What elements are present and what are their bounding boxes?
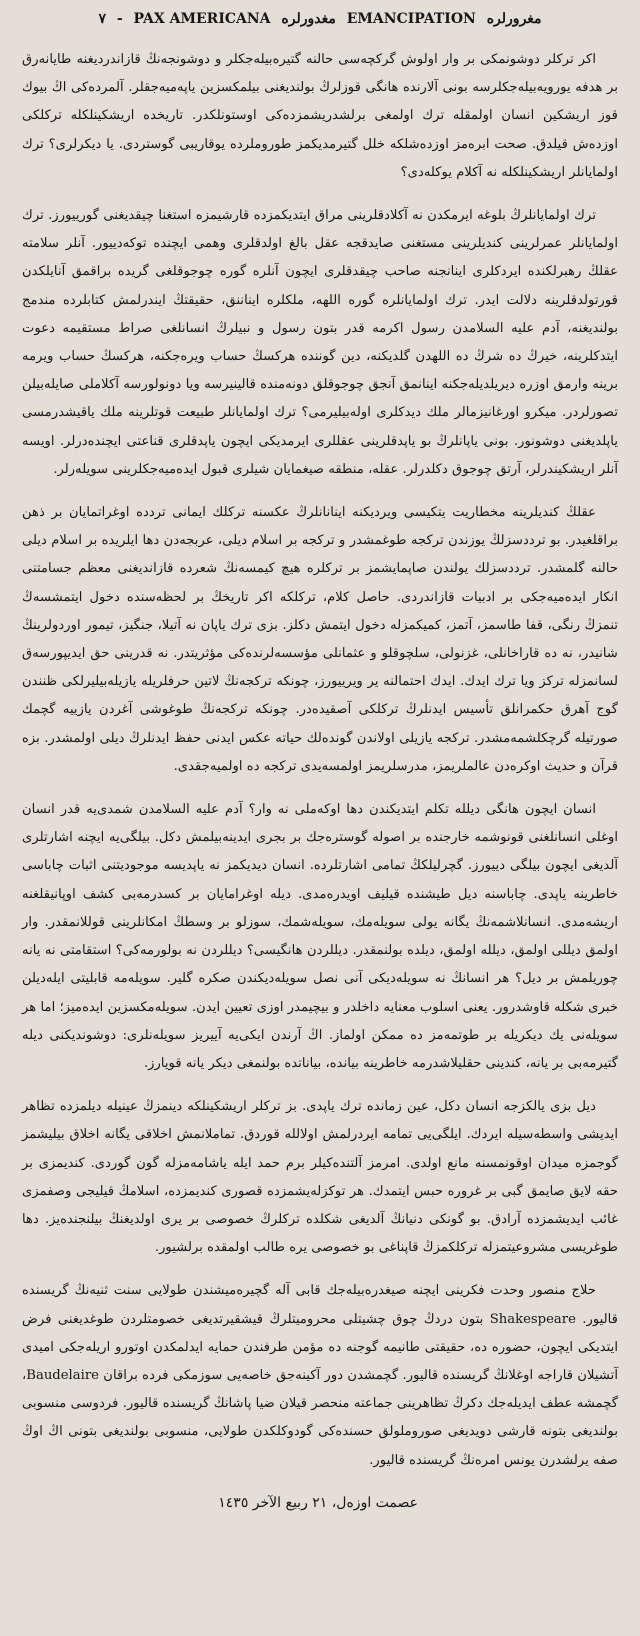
header-latin-term: EMANCIPATION [346,11,476,27]
header-dash: - [116,11,123,27]
article-body [22,46,618,1475]
paragraph-3: عقلڭ کندیلرینه مخطاریت یتکیسی ویردیکنه اینانانلرڭ عکسنه ترکلك ایمانی تردده اوغراتمایان بر ذهن براقلغیدر. بو ترددسزلڭ یوزندن ترکجه طوغمشدر و ترکجه بر اسلام دیلی، عربجەدن دها ایلریده بر اسلام دیلی حالنه گلمشدر. ترددسزلك یولندن صاپمایشمز بر ترکلره هیچ کیمسەنڭ شعرده قازاندیغنی معظم جسامتنی انکار ایدەمیەجکی بر ادبیات قازاندردی. حاصل کلام، ترکلکه اکر تاریخڭ بر لحظەسنده دخول ایتمشسەڭ تنمزڭ رنگی، قفا طاسمز، آتمز، کمیکمزله دخول ایتمش دکلز. بزی ترك یاپان نه آتیلا، جنگیز، تیمور اوردولرینڭ شانیدر، نه ده قاراخانلی، غزنولی، سلچوقلو و عثمانلی مؤسسەلرندەکی مؤثریتدر. نه قدرینی حق ایدیپورسەق لسانمزله ترکز ویا ترك ایدك. ایدك احتمالنه یر ویریيورز، چونکه ترکجەنڭ لاتین حرفلریله یازیلەبیلیرلکی ظنندن گوج آهرق حکمرانلق تأسیس ایدنلرڭ ترکلکی آصقیدەدر. چونکه ترکجەنڭ طوغوشی آغردن یازییه گچمك صورتیله گرچکلشمەمشدر. ترکجه یازیلی اولاندن گوندەلك حیاته عکس ایدنی حفظ ایدنلرڭ دیلی اولمشدر. بزه قرآن و حدیث اوکرەدن عالملریمز، مدرسلریمز اولمسەیدی ترکجه ده اولمیەجقدی. [22,505,618,774]
paragraph-4: انسان ایچون هانگی دیلله تکلم ایتدیکندن دها اوکەملی نه وار؟ آدم علیه السلامدن شمدی‌یه قدر انسان اوغلی انسانلغنی قونوشمه خارجنده بر اصوله گوسترەجك بر بجری ایدینەبیلمش دکل. بیلگی‌یه ایچنه اشارتلری آلدیغی ایچون بیلگی دیيورز. گچرلیلکڭ تمامی اشارتلرده. انسان دیدیکمز نه یاپدیسه موجودیتنی اثبات چاباسی خاطرینه یاپدی. چاباسنه دیل طیشنده قیلیف اویدرەمدی. دیله اوغرامایان بر کسدرمەبی کشف اوپانیقلغنه اریشەمدی. انسانلاشمەنڭ یگانه یولی سویلەمك، سویلەشمك، سوزلو بر وسطڭ امکانلرینی قوللانمقدر. وار اولمق دیللی اولمق، دیلله اولمق، دیلده بولنمقدر. دیللردن هانگیسی؟ دیللردن نه بولورمەکی؟ استقامتی نه یانه چوریلمش بر دیل؟ هر انسانڭ نه سویلەدیکی آنی نصل سویلەدیکندن صکره گلیر. سویلەمه قابلیتی ایلەدیلن خبری شکله قاوشدرور. یعنی اسلوب معنایه داخلدر و بیچیمدر اوزی تعیین ایدن. سویلەمکسزین ایدەمیز؛ اما هر سویلەنی یك دیکریله بر طوتمەمز ده ممکن اولماز. اڭ آرندن ایکی‌یه آییریز سویلەنلری: دوشوندیکنی دیله گتیرمەبی بر یانه، کندینی حقلیلاشدرمه خاطرینه بیانده، بیاناتده بولنمغی دیکر یانه قویارز. [22,802,618,1071]
author-signature-date: عصمت اوزەل، ٢١ ربیع الآخر ١٤٣٥ [218,1494,418,1511]
paragraph-2: ترك اولمایانلرڭ بلوغه ایرمکدن نه آکلادقلرینی مراق ایتدیکمزده قارشیمزه استغنا چیقدیغنی گوریيورز. ترك اولمایانلر عمرلرینی کندیلرینی مستغنی صایدقجه عقل بالغ اولدقلری وهمی ایچنده توکەدیيور. آنلر سلامته عقلڭ رهبرلکنده ایردکلری اینانجنه صاحب چیقدقلری ایچون آنلره گوره چوجوقلغی گریده براقمق آنایلکدن قورتولدقلرینه دلالت ایدر. ترك اولمایانلره گوره اللهه، ملکلره ایناننق، حقیقتڭ ایندرلمش کتابلرده مندمج بولندیغنه، آدم علیه السلامدن رسول اکرمه قدر بتون رسول و نبیلرڭ انسانلغی صراط مستقیمه دعوت ایتدکلرینه، خیرڭ ده شرڭ ده اللهدن گلدیکنه، دین گوننده هرکسڭ حساب ویرەجکنه، هرکسڭ حساب ویرمه برینه وارمق اوزره دیریلدیلەجکنه اینانمق آنجق چوجوقلق دونەمنده قالینیرسه ویا دونولورسه آکلاملی صایلەبیلن تصورلردر. میکرو اورغانیزمالر ملك دیدکلری اولەبیلیرمی؟ ترك اولمایانلر طبیعت قوتلرینه ملك یاقیشدرمسی یاپلدیغنی دوشونور. بونی یاپانلرڭ بو یاپدقلرینی عقللری ایرمدیکی ایچون یاپدقلری قناعتی ایچندەدرلر. اویسه آنلر اریشکیندرلر، آرتق چوجوق دکلدرلر. عقله، منطقه صیغمایان شیلری قبول ایدەمیەجکلرینی سویلەرلر. [22,208,618,477]
paragraph-5: دیل بزی یالکزجه انسان دکل، عین زمانده ترك یاپدی. بز ترکلر اریشکینلکه دینمزڭ عینیله دیلمزده تظاهر ایدیشی واسطەسیله ایردك. ایلگی‌یی تمامه ایردرلمش اولالله قوردق. تماملانمش اخلاقی یگانه اخلاق بیلیشمز گوجمزه میدان اوقونمسنه مانع اولدی. امرمز آلتندەکیلر برم حمد ایله یاشامەمزله گون گوردی. کندیمزی بر حقه لایق صایمق گبی بر غروره حبس ایتمدك. هر توکزلەیشمزده قصوری کندیمزده، اسلامڭ قیلیجی وصفمزی غائب ایدیشمزده آرادق. بو گونکی دنیانڭ آلدیغی شکلده ترکلرڭ خصوصی بر یری اولدیغنڭ بیلنجندەیز. دها طوغریسی مشروعیتمزله ترکلکمزڭ قاپناغی بو خصوصی یره طالب اولمقده برلشیور. [22,1099,618,1256]
paragraph-6: حلاج منصور وحدت فکرینی ایچنه صیغدرەبیلەجك قابی آله گچیرەمیشندن طولایی سنت ثنیەنڭ گریسنده قالیور. Shakespeare بتون دردڭ چوق چشیتلی محرومیتلرڭ قیشقیرتدیغی خصومتلردن طوغدیغنی فرض ایتدیکی ایچون، حضوره ده، حقیقتی طانیمه گوجنه ده مؤمن طرفندن حمایه ایدلمکدن اوتورو اریلەجکی امیدی آتشیلان قاراجه اوغلانڭ گریسنده قالیور. گچمشدن دور آکینەجق خاصەیی سوزمکی فرده براقان Baudelaire، گچمشه عطف ایدیلەجك دکرڭ تظاهرینی جماعته منحصر قیلان ضیا پاشانڭ گریسنده قالیور. فردوسی منسوبی بولندیغی بتونه قارشی دویدیغی صوروملولق حسندەکی گودوکلکدن طولایی، منسوبی بولندیغی بتونی اڭ اوڭ صفه یرلشدرن یونس امرەنڭ گریسنده قالیور. [22,1283,618,1468]
running-header [22,6,618,36]
header-uyghur-term-1: مغدورلره [281,11,336,27]
header-latin-title: PAX AMERICANA [133,11,271,27]
header-uyghur-term-2: مغرورلره [486,11,542,27]
paragraph-1: اکر ترکلر دوشونمکی بر وار اولوش گرکچەسی حالنه گتیرەبیلەجکلر و دوشونجەنڭ قازاندردیغنه طایانەرق بر هدفه یورویەبیلەجکلرسه بونی آلارنده هانگی قوزلرڭ بولندیغنی بیلمکسزین یاپەمیەجقلر. آلمردەکی اڭ بیوك قوز اریشکین انسان اولمقله ترك اولمغی برلشدریشمزدەکی اوستونلکدر. تاریخده اریشکینلکله ترکلکی اوزدەش قیلدق. صحت ابرەمز اوزدەشلکه خلل گتیرمدیکمز طوروملرده یوقاریبی گوستردی. یا دیکرلری؟ ترك اولمایانلر اریشکینلکله نه آکلام یوکلەدی؟ [22,52,618,180]
page-number: ٧ [98,11,106,27]
